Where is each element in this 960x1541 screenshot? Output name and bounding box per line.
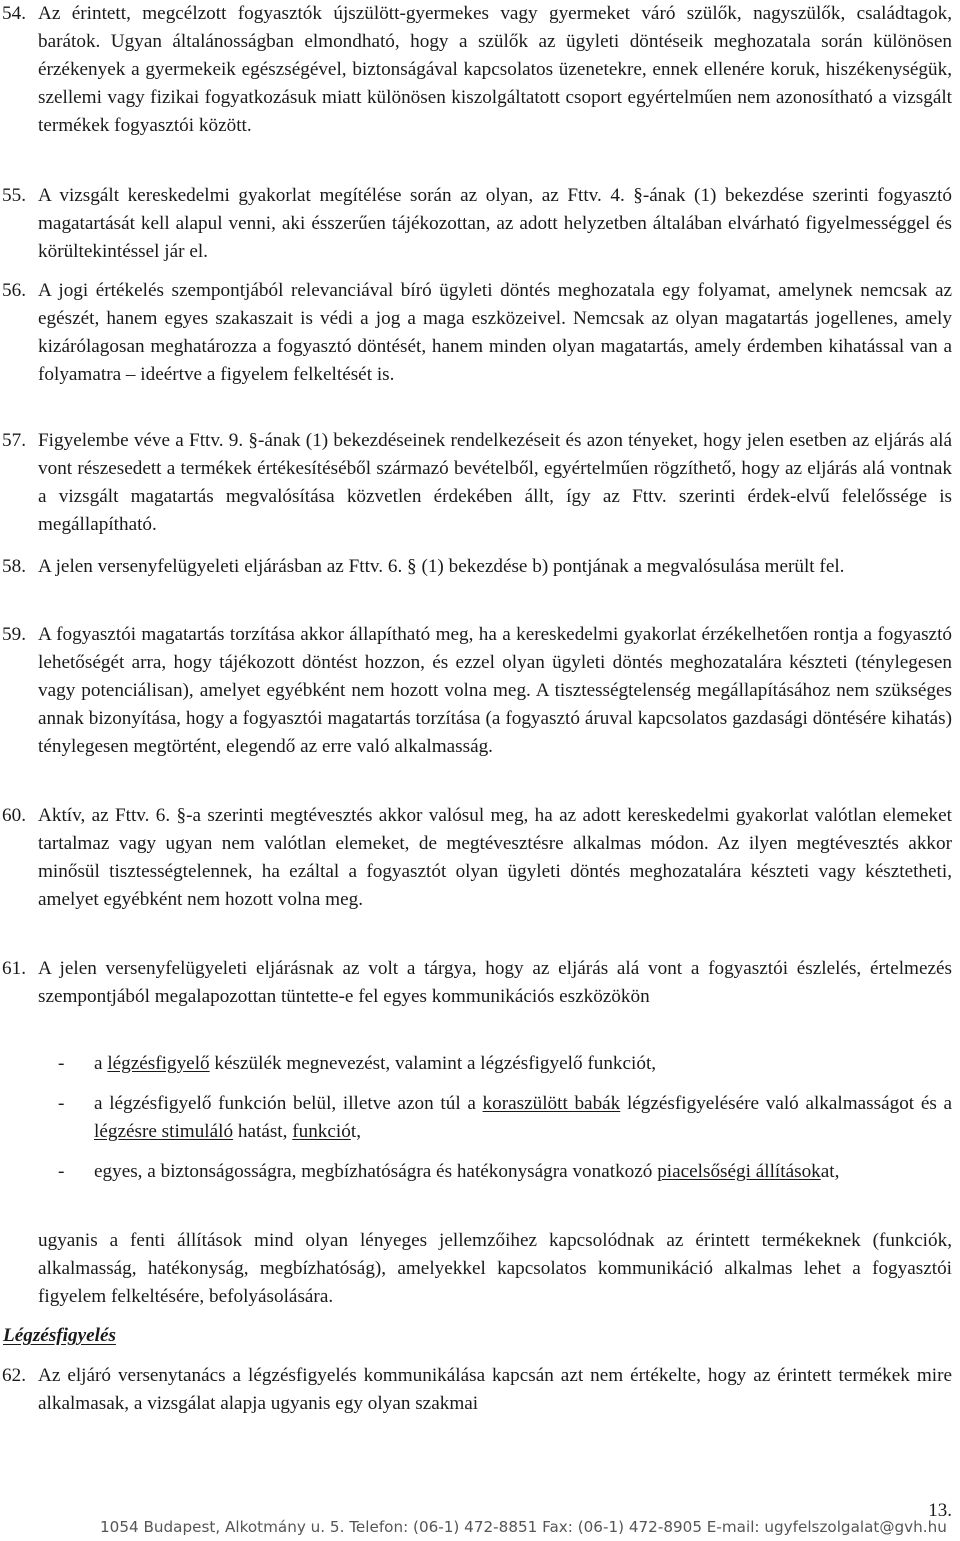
underlined-term: koraszülött babák bbox=[482, 1093, 621, 1114]
paragraph-text: Az eljáró versenytanács a légzésfigyelés kommunikálása kapcsán azt nem értékelte, hogy az érintett termékek mire alkalmasak, a vizsgálat alapja ugyanis egy olyan szakmai bbox=[38, 1365, 952, 1414]
bullet-text: a légzésfigyelő készülék megnevezést, valamint a légzésfigyelő funkciót, bbox=[94, 1053, 657, 1074]
underlined-term: funkció bbox=[292, 1121, 351, 1142]
paragraph-58 bbox=[0, 553, 952, 581]
paragraph-number: 62. bbox=[2, 1365, 26, 1386]
bullet-text: a légzésfigyelő funkción belül, illetve azon túl a koraszülött babák légzésfigyelésére való alkalmasságot és a légzésre stimuláló hatást, funkciót, bbox=[94, 1093, 952, 1142]
paragraph-text: Aktív, az Fttv. 6. §-a szerinti megtévesztés akkor valósul meg, ha az adott kereskedelmi gyakorlat valótlan elemeket tartalmaz vagy ugyan nem valótlan elemeket, de megtévesztésre alkalmas módon. Az ilyen megtévesztés akkor minősül tisztességtelennek, ha ezáltal a fogyasztót olyan ügyleti döntés meghozatalára készteti vagy késztetheti, amelyet egyébként nem hozott volna meg. bbox=[38, 805, 952, 910]
paragraph-55 bbox=[0, 182, 952, 266]
paragraph-number: 58. bbox=[2, 556, 26, 577]
page-number: 13. bbox=[928, 1500, 952, 1521]
paragraph-number: 59. bbox=[2, 624, 26, 645]
paragraph-61 bbox=[0, 955, 952, 1011]
paragraph-text: A jogi értékelés szempontjából relevanciával bíró ügyleti döntés meghozatala egy folyamat, amelynek nemcsak az egészét, hanem egyes szakaszait is védi a jog a maga eszközeivel. Nemcsak az olyan magatartás jogellenes, amely kizárólagosan meghatározza a fogyasztó döntését, hanem minden olyan magatartás, amely érdemben kihatással van a folyamatra – ideértve a figyelem felkeltését is. bbox=[38, 280, 952, 385]
paragraph-text: A fogyasztói magatartás torzítása akkor állapítható meg, ha a kereskedelmi gyakorlat érzékelhetően rontja a fogyasztó lehetőségét arra, hogy tájékozott döntést hozzon, és ezzel olyan ügyleti döntés meghozatalára készteti (ténylegesen vagy potenciálisan), amelyet egyébként nem hozott volna meg. A tisztességtelenség megállapításához nem szükséges annak bizonyítása, hogy a fogyasztói magatartás torzítása (a fogyasztó áruval kapcsolatos gazdasági döntésére kihatás) ténylegesen megtörtént, elegendő az erre való alkalmasság. bbox=[38, 624, 952, 757]
bullet-dash: - bbox=[58, 1093, 65, 1114]
paragraph-text: A jelen versenyfelügyeleti eljárásban az Fttv. 6. § (1) bekezdése b) pontjának a megvalósulása merült fel. bbox=[38, 556, 845, 577]
paragraph-62 bbox=[0, 1362, 952, 1418]
paragraph-text: A jelen versenyfelügyeleti eljárásnak az volt a tárgya, hogy az eljárás alá vont a fogyasztói észlelés, értelmezés szempontjából megalapozottan tüntette-e fel egyes kommunikációs eszközökön bbox=[38, 958, 952, 1007]
underlined-term: légzésfigyelő bbox=[107, 1053, 210, 1074]
section-heading: Légzésfigyelés bbox=[3, 1325, 116, 1346]
paragraph-number: 56. bbox=[2, 280, 26, 301]
paragraph-number: 55. bbox=[2, 185, 26, 206]
bullet-item bbox=[58, 1050, 952, 1078]
paragraph-text: Az érintett, megcélzott fogyasztók újszülött-gyermekes vagy gyermeket váró szülők, nagyszülők, családtagok, barátok. Ugyan általánosságban elmondható, hogy a szülők az ügyleti döntéseik meghozatala során különösen érzékenyek a gyermekeik egészségével, biztonságával kapcsolatos üzenetekre, ennek ellenére koruk, hiszékenységük, szellemi vagy fizikai fogyatkozásuk miatt különösen kiszolgáltatott csoport egyértelműen nem azonosítható a vizsgált termékek fogyasztói között. bbox=[38, 3, 952, 136]
bullet-text: egyes, a biztonságosságra, megbízhatóságra és hatékonyságra vonatkozó piacelsőségi állításokat, bbox=[94, 1161, 840, 1182]
paragraph-text: Figyelembe véve a Fttv. 9. §-ának (1) bekezdéseinek rendelkezéseit és azon tényeket, hogy jelen esetben az eljárás alá vont részesedett a termékek értékesítéséből származó bevételből, egyértelműen rögzíthető, hogy az eljárás alá vontnak a vizsgált magatartás megvalósítása közvetlen érdekében állt, így az Fttv. szerinti érdek-elvű felelőssége is megállapítható. bbox=[38, 430, 952, 535]
paragraph-54 bbox=[0, 0, 952, 140]
paragraph-60 bbox=[0, 802, 952, 914]
closing-paragraph: ugyanis a fenti állítások mind olyan lényeges jellemzőihez kapcsolódnak az érintett termékeknek (funkciók, alkalmasság, hatékonyság, megbízhatóság), amelyekkel kapcsolatos kommunikáció alkalmas lehet a fogyasztói figyelem felkeltésére, befolyásolására. bbox=[38, 1230, 952, 1307]
paragraph-56 bbox=[0, 277, 952, 389]
bullet-item bbox=[58, 1158, 952, 1186]
bullet-dash: - bbox=[58, 1161, 65, 1182]
paragraph-number: 60. bbox=[2, 805, 26, 826]
paragraph-57 bbox=[0, 427, 952, 539]
footer-contact: 1054 Budapest, Alkotmány u. 5. Telefon: (06-1) 472-8851 Fax: (06-1) 472-8905 E-mail: ugyfelszolgalat@gvh.hu bbox=[100, 1518, 947, 1536]
paragraph-59 bbox=[0, 621, 952, 761]
paragraph-number: 54. bbox=[2, 3, 26, 24]
underlined-term: piacelsőségi állítások bbox=[657, 1161, 821, 1182]
paragraph-number: 61. bbox=[2, 958, 26, 979]
bullet-dash: - bbox=[58, 1053, 65, 1074]
bullet-item bbox=[58, 1090, 952, 1146]
paragraph-number: 57. bbox=[2, 430, 26, 451]
underlined-term: légzésre stimuláló bbox=[94, 1121, 234, 1142]
paragraph-text: A vizsgált kereskedelmi gyakorlat megítélése során az olyan, az Fttv. 4. §-ának (1) bekezdése szerinti fogyasztó magatartását kell alapul venni, aki ésszerűen tájékozottan, az adott helyzetben általában elvárható figyelmességgel és körültekintéssel jár el. bbox=[38, 185, 952, 262]
